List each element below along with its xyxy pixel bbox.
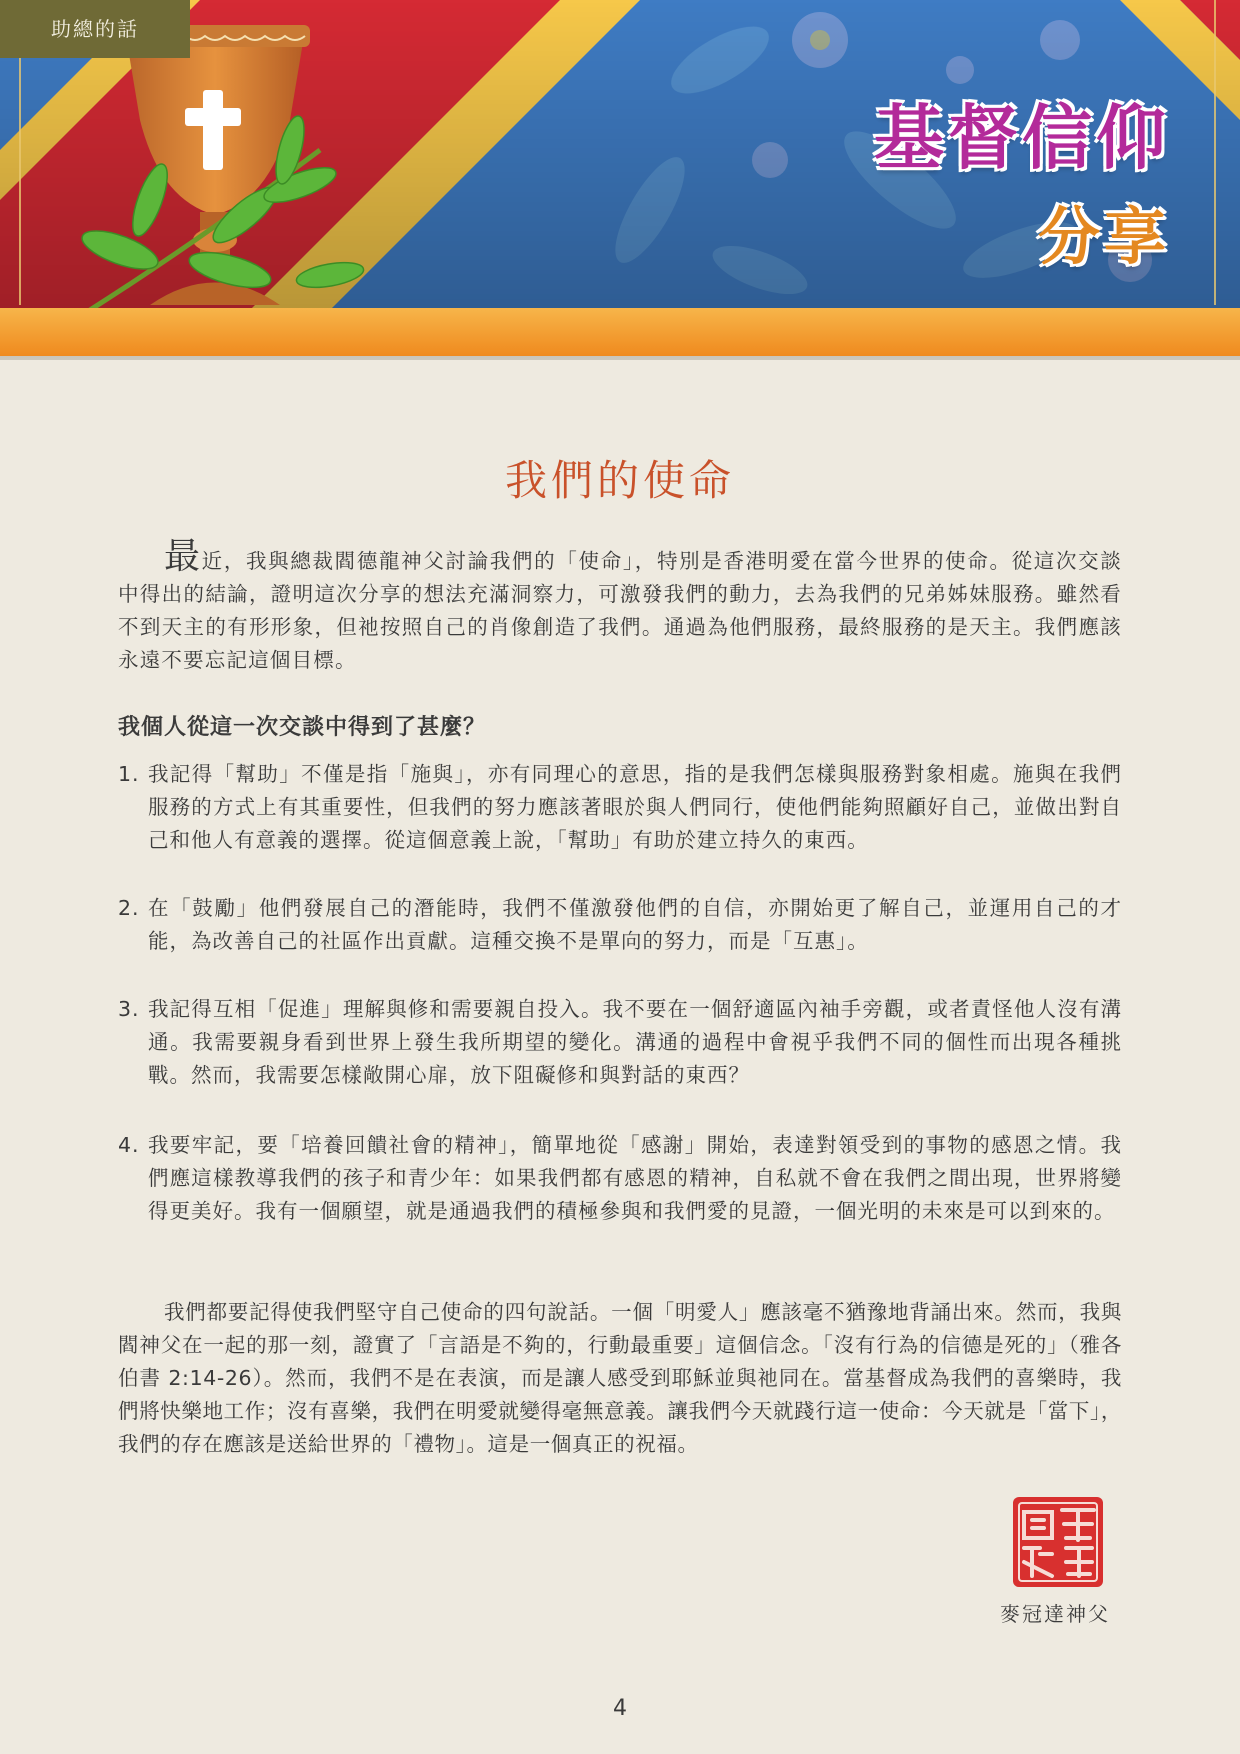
point-4: [118, 1129, 1122, 1228]
list-number: 2.: [118, 896, 140, 920]
list-item: [118, 892, 1122, 958]
list-text: 我記得互相「促進」理解與修和需要親自投入。我不要在一個舒適區內袖手旁觀，或者責怪他人沒有溝通。我需要親身看到世界上發生我所期望的變化。溝通的過程中會視乎我們不同的個性而出現各種挑戰。然而，我需要怎樣敞開心扉，放下阻礙修和與對話的東西？: [148, 997, 1122, 1087]
list-text: 在「鼓勵」他們發展自己的潛能時，我們不僅激發他們的自信，亦開始更了解自己，並運用自己的才能，為改善自己的社區作出貢獻。這種交換不是單向的努力，而是「互惠」。: [148, 896, 1122, 953]
banner-title-line1: 基督信仰: [874, 96, 1170, 179]
list-number: 4.: [118, 1133, 140, 1157]
list-number: 1.: [118, 762, 140, 786]
seal-stamp-icon: [1010, 1494, 1106, 1590]
subheading: 我個人從這一次交談中得到了甚麼？: [118, 715, 487, 740]
list-text: 我記得「幫助」不僅是指「施與」，亦有同理心的意思，指的是我們怎樣與服務對象相處。施與在我們服務的方式上有其重要性，但我們的努力應該著眼於與人們同行，使他們能夠照顧好自己，並做出對自己和他人有意義的選擇。從這個意義上說，「幫助」有助於建立持久的東西。: [148, 762, 1122, 852]
point-1: [118, 758, 1122, 857]
banner-title: [874, 82, 1170, 276]
signature: 麥冠達神父: [1000, 1602, 1110, 1626]
intro-text: 近，我與總裁閻德龍神父討論我們的「使命」，特別是香港明愛在當今世界的使命。從這次交談中得出的結論，證明這次分享的想法充滿洞察力，可激發我們的動力，去為我們的兄弟姊妹服務。雖然看不到天主的有形形象，但祂按照自己的肖像創造了我們。通過為他們服務，最終服務的是天主。我們應該永遠不要忘記這個目標。: [118, 549, 1122, 672]
closing-block: [118, 1296, 1122, 1461]
list-item: [118, 1129, 1122, 1228]
closing-paragraph: 我們都要記得使我們堅守自己使命的四句說話。一個「明愛人」應該毫不猶豫地背誦出來。然而，我與閻神父在一起的那一刻，證實了「言語是不夠的，行動最重要」這個信念。「沒有行為的信德是死的」（雅各伯書 2:14-26）。然而，我們不是在表演，而是讓人感受到耶穌並與祂同在。當基督成為我們的喜樂時，我們將快樂地工作；沒有喜樂，我們在明愛就變得毫無意義。讓我們今天就踐行這一使命：今天就是「當下」，我們的存在應該是送給世界的「禮物」。這是一個真正的祝福。: [118, 1300, 1122, 1456]
banner-title-line2: 分享: [1037, 200, 1170, 273]
list-text: 我要牢記，要「培養回饋社會的精神」，簡單地從「感謝」開始，表達對領受到的事物的感恩之情。我們應這樣教導我們的孩子和青少年：如果我們都有感恩的精神，自私就不會在我們之間出現，世界將變得更美好。我有一個願望，就是通過我們的積極參與和我們愛的見證，一個光明的未來是可以到來的。: [148, 1133, 1122, 1223]
intro-paragraph: [118, 536, 1122, 677]
page-number: 4: [613, 1696, 627, 1721]
drop-cap: 最: [164, 536, 202, 577]
article-title: 我們的使命: [504, 456, 735, 505]
intro-paragraph-block: [118, 536, 1122, 677]
section-tag: 助總的話: [0, 0, 190, 58]
header-banner: [0, 0, 1240, 360]
list-item: [118, 993, 1122, 1092]
list-number: 3.: [118, 997, 140, 1021]
point-3: [118, 993, 1122, 1092]
point-2: [118, 892, 1122, 958]
subheading-block: [118, 710, 1122, 741]
list-item: [118, 758, 1122, 857]
